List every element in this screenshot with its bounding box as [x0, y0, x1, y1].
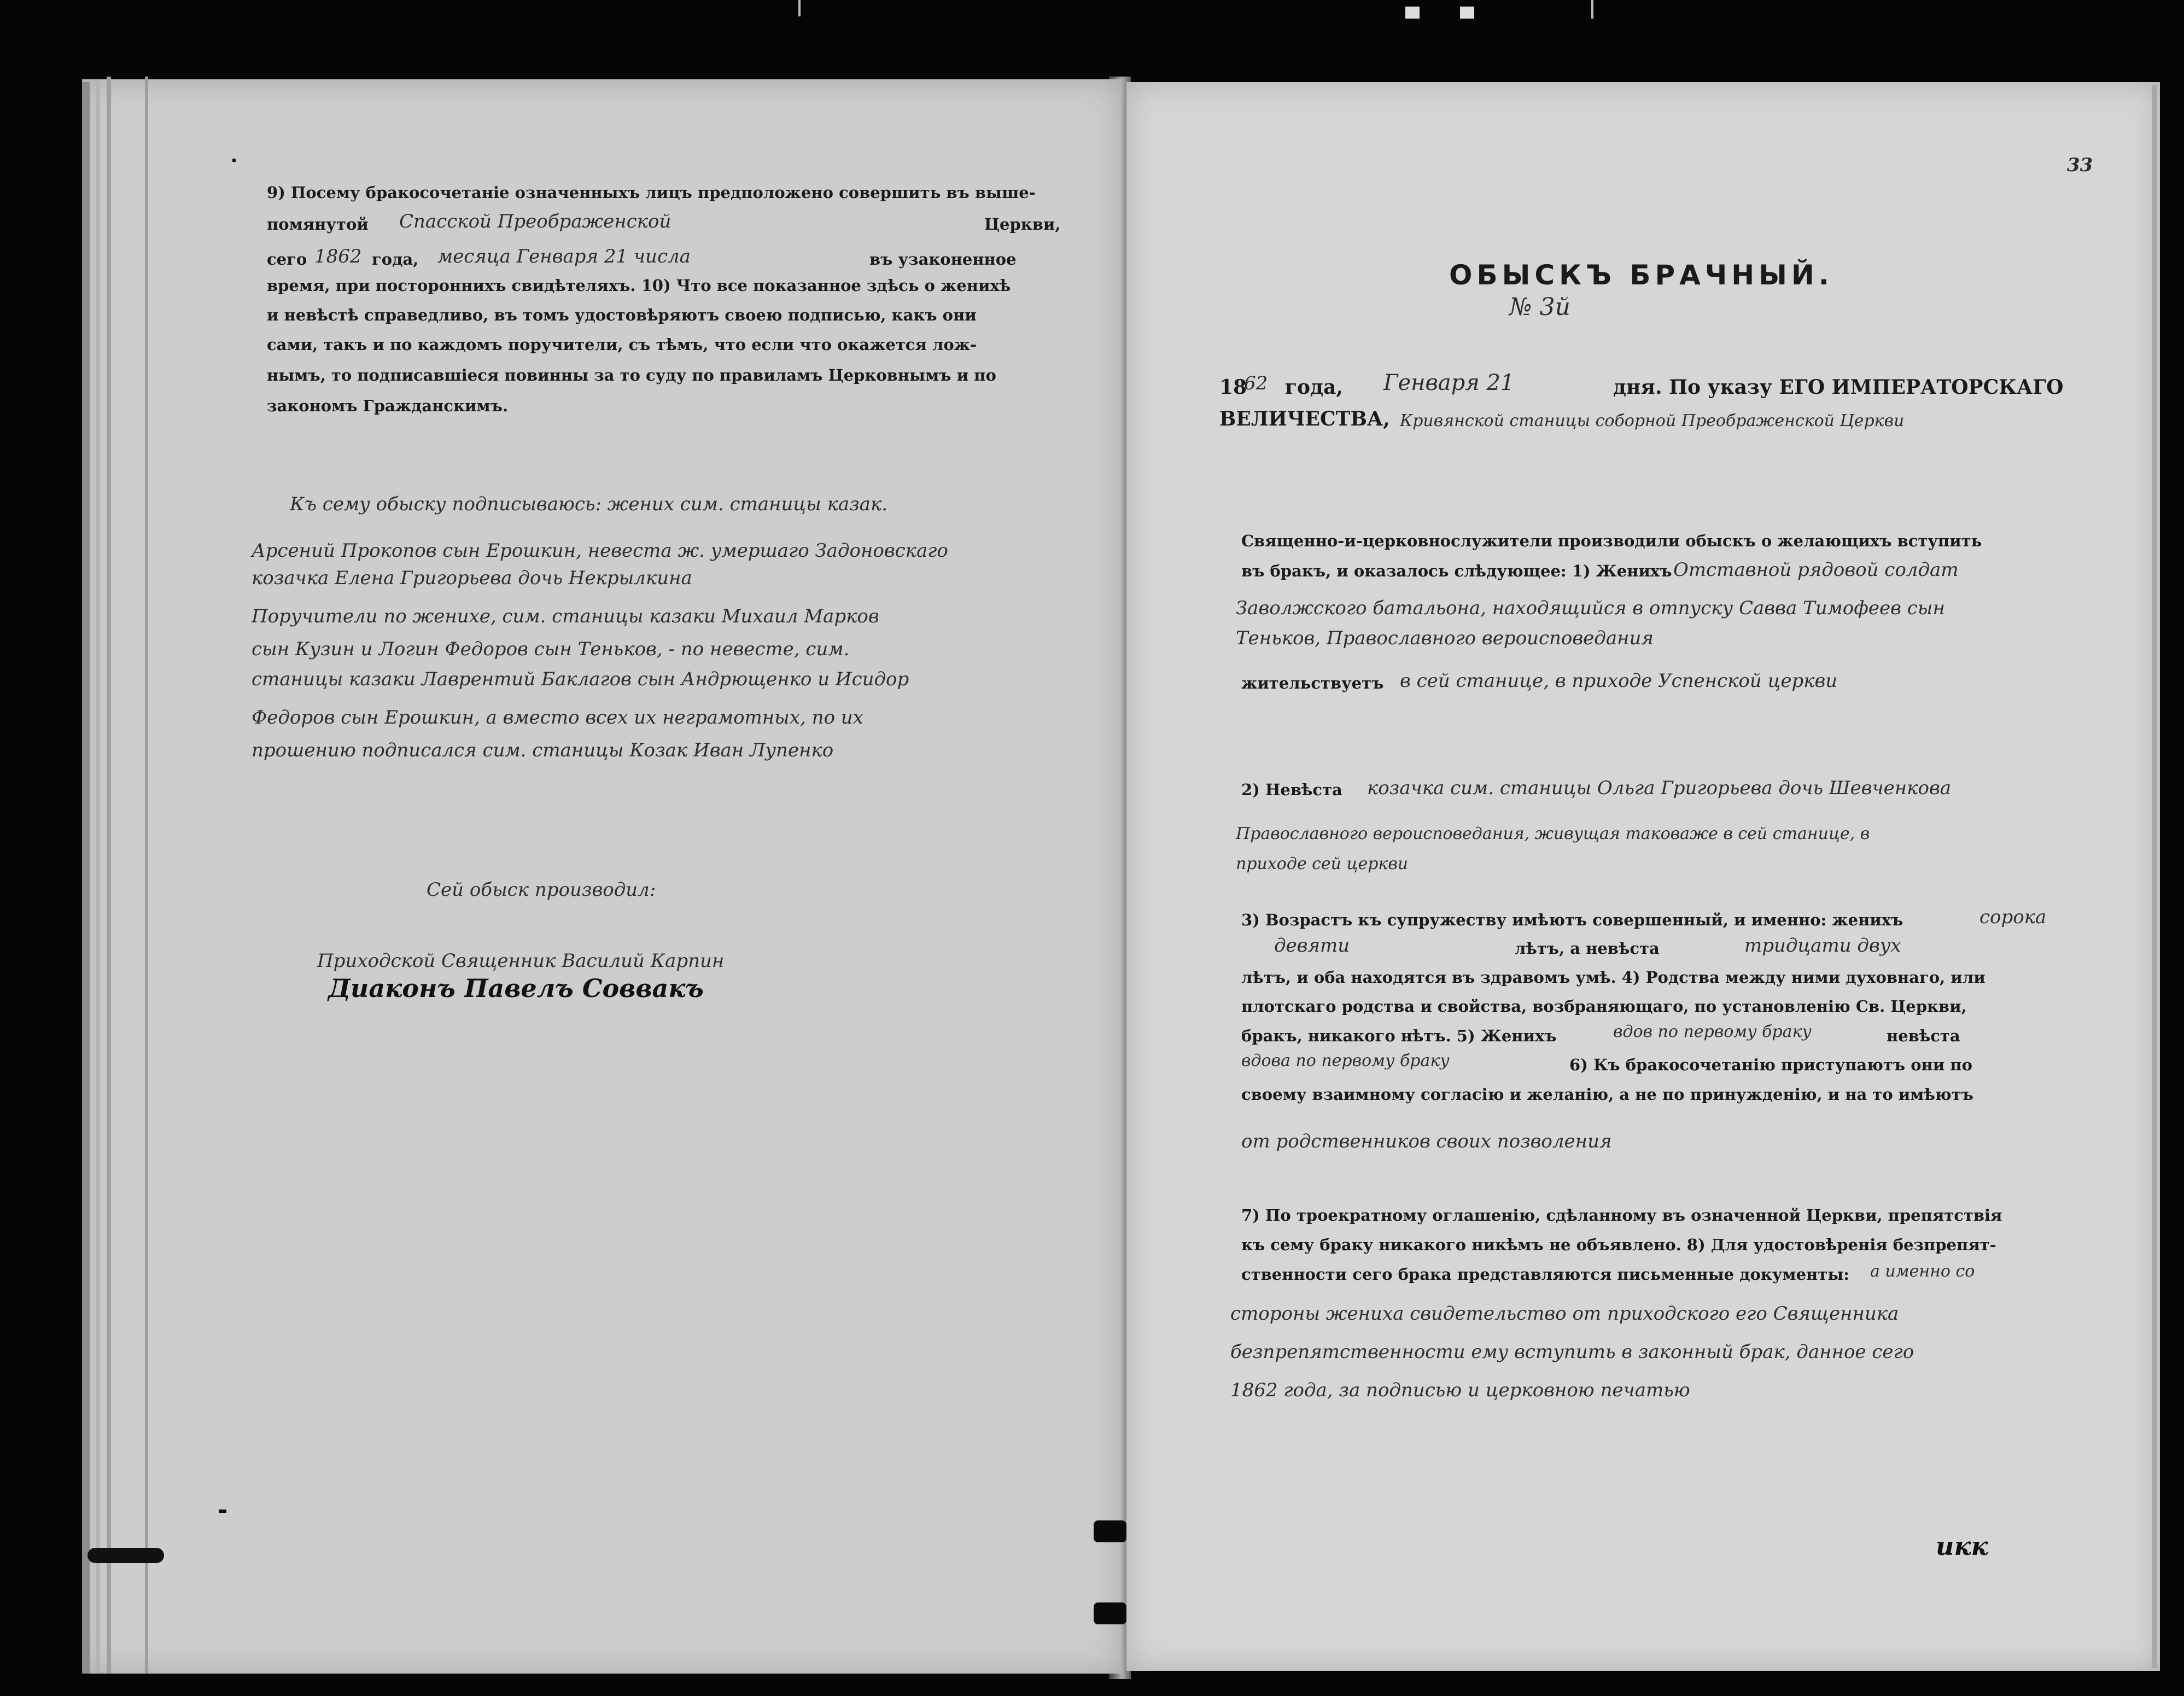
- printed-word: Церкви,: [984, 215, 1061, 234]
- printed-line: дня. По указу ЕГО ИМПЕРАТОРСКАГО: [1613, 376, 2064, 399]
- handwritten-line: Къ сему обыску подписываюсь: жених сим. станицы казак.: [290, 493, 888, 515]
- top-mark: [1591, 0, 1593, 19]
- lives-label: жительствуетъ: [1241, 674, 1384, 692]
- groom-handwritten: Теньков, Православного вероисповедания: [1236, 627, 1654, 649]
- printed-line: къ сему браку никакого никѣмъ не объявлено. 8) Для удостовѣренія безпрепят-: [1241, 1235, 1996, 1254]
- top-mark: [798, 0, 801, 16]
- church-handwritten: Кривянской станицы соборной Преображенской Церкви: [1400, 411, 1905, 430]
- bride-label: 2) Невѣста: [1241, 780, 1342, 799]
- right-page: [1126, 82, 2160, 1671]
- printed-line: время, при постороннихъ свидѣтеляхъ. 10) Что все показанное здѣсь о женихѣ: [267, 276, 1011, 295]
- bride-age-handwritten: тридцати двух: [1744, 935, 1901, 957]
- printed-line: плотскаго родства и свойства, возбраняющаго, по установленію Св. Церкви,: [1241, 997, 1967, 1016]
- bride-handwritten: козачка сим. станицы Ольга Григорьева дочь Шевченкова: [1367, 777, 1952, 799]
- printed-word: лѣтъ, а невѣста: [1515, 939, 1660, 958]
- consent-handwritten: от родственников своих позволения: [1241, 1130, 1612, 1152]
- printed-line: нымъ, то подписавшіеся повинны за то суду по правиламъ Церковнымъ и по: [267, 366, 996, 384]
- bride-handwritten: приходе сей церкви: [1236, 854, 1409, 873]
- documents-handwritten: 1862 года, за подписью и церковною печатью: [1230, 1379, 1690, 1401]
- documents-handwritten: стороны жениха свидетельство от приходского его Священника: [1230, 1303, 1899, 1325]
- printed-line: ственности сего брака представляются письменные документы:: [1241, 1265, 1849, 1284]
- printed-word: бракъ, никакого нѣтъ. 5) Женихъ: [1241, 1027, 1557, 1045]
- handwritten-line: сын Кузин и Логин Федоров сын Теньков, - по невесте, сим.: [252, 638, 850, 660]
- priest-line: Приходской Священник Василий Карпин: [317, 950, 725, 972]
- printed-line: закономъ Гражданскимъ.: [267, 397, 509, 415]
- handwritten-line: станицы казаки Лаврентий Баклагов сын Андрющенко и Исидор: [252, 668, 909, 690]
- printed-line: 3) Возрастъ къ супружеству имѣютъ совершенный, и именно: женихъ: [1241, 911, 1903, 929]
- year-prefix: 18: [1219, 376, 1247, 399]
- ink-mark: [219, 1510, 226, 1513]
- binding-stitch: [1094, 1602, 1126, 1624]
- groom-handwritten: Заволжского батальона, находящийся в отпуску Савва Тимофеев сын: [1236, 597, 1945, 619]
- printed-line: 7) По троекратному оглашенію, сдѣланному въ означенной Церкви, препятствія: [1241, 1206, 2002, 1225]
- printed-line: сами, такъ и по каждомъ поручители, съ тѣмъ, что если что окажется лож-: [267, 335, 977, 354]
- bride-handwritten: Православного вероисповедания, живущая таковаже в сей станице, в: [1236, 824, 1870, 843]
- groom-age-handwritten: девяти: [1274, 935, 1350, 957]
- document-number: № 3й: [1509, 293, 1570, 321]
- printed-line: 9) Посему бракосочетаніе означенныхъ лицъ предположено совершить въ выше-: [267, 183, 1036, 202]
- printed-line: лѣтъ, и оба находятся въ здравомъ умѣ. 4) Родства между ними духовнаго, или: [1241, 968, 1986, 987]
- handwritten-line: козачка Елена Григорьева дочь Некрылкина: [252, 567, 692, 589]
- page-number: 33: [2067, 154, 2093, 176]
- page-edge: [2152, 85, 2157, 1668]
- deacon-signature: Диаконъ Павелъ Соввакъ: [328, 974, 704, 1003]
- printed-line: 6) Къ бракосочетанію приступаютъ они по: [1569, 1056, 1972, 1074]
- groom-status-handwritten: вдов по первому браку: [1613, 1022, 1812, 1041]
- ink-mark: [232, 159, 236, 162]
- printed-word: въ узаконенное: [869, 250, 1017, 269]
- handwritten-line: Федоров сын Ерошкин, а вместо всех их неграмотных, по их: [252, 707, 863, 728]
- handwritten-date: месяца Генваря 21 числа: [437, 246, 691, 267]
- printed-line: и невѣстѣ справедливо, въ томъ удостовѣряютъ своею подписью, какъ они: [267, 306, 977, 324]
- binding-clip: [87, 1548, 164, 1563]
- page-edge: [107, 77, 111, 1674]
- top-mark: [1405, 7, 1420, 19]
- date-handwritten: Генваря 21: [1383, 370, 1515, 395]
- binding-stitch: [1094, 1520, 1126, 1542]
- corner-signature: икк: [1936, 1531, 1988, 1561]
- year-handwritten: 62: [1244, 372, 1268, 394]
- top-mark: [1460, 7, 1474, 19]
- groom-age-handwritten: сорока: [1979, 906, 2047, 928]
- handwritten-line: Арсений Прокопов сын Ерошкин, невеста ж. умершаго Задоновскаго: [252, 540, 948, 562]
- handwritten-year: 1862: [314, 246, 362, 267]
- documents-handwritten: а именно со: [1870, 1262, 1975, 1281]
- printed-word: года,: [1285, 376, 1343, 399]
- printed-word: сего: [267, 250, 307, 269]
- printed-word: года,: [372, 250, 419, 269]
- printed-line: Священно-и-церковнослужители производили обыскъ о желающихъ вступить: [1241, 532, 1982, 550]
- page-edge: [96, 79, 100, 1674]
- documents-handwritten: безпрепятственности ему вступить в законный брак, данное сего: [1230, 1341, 1914, 1363]
- printed-word: невѣста: [1887, 1027, 1960, 1045]
- bride-status-handwritten: вдова по первому браку: [1241, 1051, 1450, 1070]
- handwritten-church: Спасской Преображенской: [399, 211, 671, 232]
- majesty-label: ВЕЛИЧЕСТВА,: [1219, 407, 1390, 430]
- page-edge: [82, 82, 90, 1674]
- document-heading: ОБЫСКЪ БРАЧНЫЙ.: [1449, 259, 1833, 291]
- printed-line: своему взаимному согласію и желанію, а не по принужденію, и на то имѣютъ: [1241, 1085, 1973, 1104]
- handwritten-line: Поручители по женихе, сим. станицы казаки Михаил Марков: [252, 605, 879, 627]
- printed-word: помянутой: [267, 215, 369, 234]
- printed-line: въ бракъ, и оказалось слѣдующее: 1) Женихъ: [1241, 562, 1672, 580]
- handwritten-line: прошению подписался сим. станицы Козак Иван Лупенко: [252, 739, 834, 761]
- page-edge: [145, 77, 148, 1674]
- search-label: Сей обыск производил:: [427, 879, 656, 901]
- groom-handwritten: Отставной рядовой солдат: [1673, 559, 1959, 581]
- lives-handwritten: в сей станице, в приходе Успенской церкви: [1400, 670, 1838, 692]
